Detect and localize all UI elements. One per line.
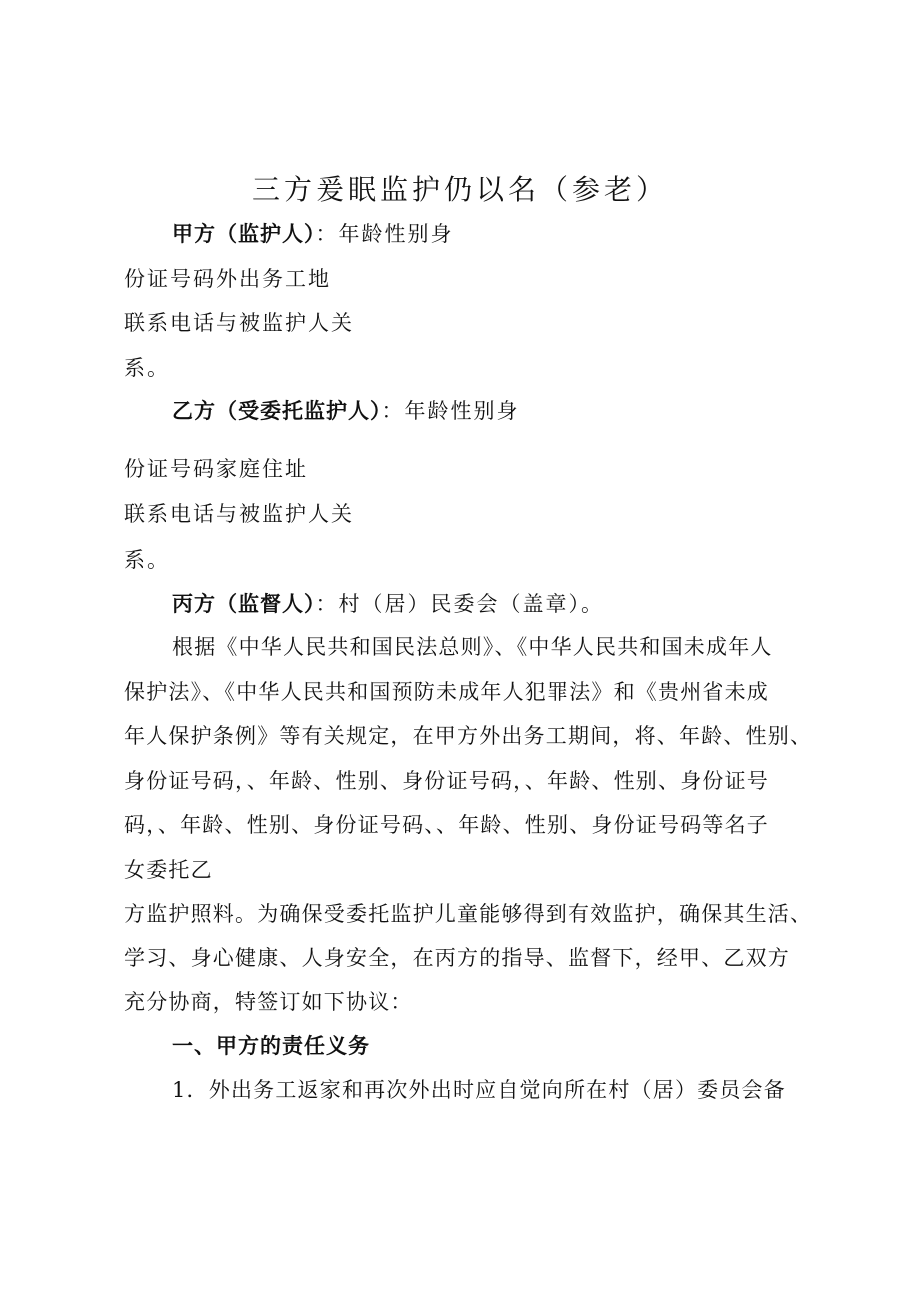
basis-line-2: 保护法》、《中华人民共和国预防未成年人犯罪法》和《贵州省未成 (124, 680, 769, 704)
document-title: 三方爰眠监护仍以名（参老） (251, 173, 668, 206)
party-c-label: 丙方（监督人） (172, 592, 316, 616)
item-1-text: 1．外出务工返家和再次外出时应自觉向所在村（居）委员会备 (172, 1078, 786, 1102)
party-a-line-4: 系。 (124, 356, 170, 380)
basis-line-4: 身份证号码，、年龄、性别、身份证号码，、年龄、性别、身份证号 (124, 769, 769, 793)
basis-line-3: 年人保护条例》等有关规定，在甲方外出务工期间，将、年龄、性别、 (124, 724, 813, 748)
basis-line-5: 码，、年龄、性别、身份证号码、、年龄、性别、身份证号码等名子 (124, 813, 769, 837)
party-c-line-1-rest: ：村（居）民委会（盖章）。 (315, 592, 604, 616)
party-a-label: 甲方（监护人） (172, 222, 316, 246)
party-b-line-1 (172, 396, 520, 426)
purpose-line-2: 学习、身心健康、人身安全，在丙方的指导、监督下，经甲、乙双方 (124, 946, 790, 970)
party-a-line-1 (172, 219, 454, 249)
party-b-line-2: 份证号码家庭住址 (124, 457, 308, 481)
party-b-line-4: 系。 (124, 548, 170, 572)
party-b-line-1-rest: ：年龄性别身 (381, 399, 520, 423)
party-b-label: 乙方（受委托监护人） (172, 399, 382, 423)
party-a-line-1-rest: ：年龄性别身 (315, 222, 454, 246)
basis-line-6: 女委托乙 (124, 858, 213, 882)
party-a-line-2: 份证号码外出务工地 (124, 267, 331, 291)
section-1-heading: 一、甲方的责任义务 (172, 1034, 370, 1058)
party-b-line-3: 联系电话与被监护人关 (124, 502, 354, 526)
basis-line-1: 根据《中华人民共和国民法总则》、《中华人民共和国未成年人 (172, 635, 773, 659)
party-a-line-3: 联系电话与被监护人关 (124, 311, 354, 335)
purpose-line-3: 充分协商，特签订如下协议： (124, 990, 413, 1014)
party-c-line-1 (172, 589, 604, 619)
purpose-line-1: 方监护照料。为确保受委托监护儿童能够得到有效监护，确保其生活、 (124, 902, 813, 926)
